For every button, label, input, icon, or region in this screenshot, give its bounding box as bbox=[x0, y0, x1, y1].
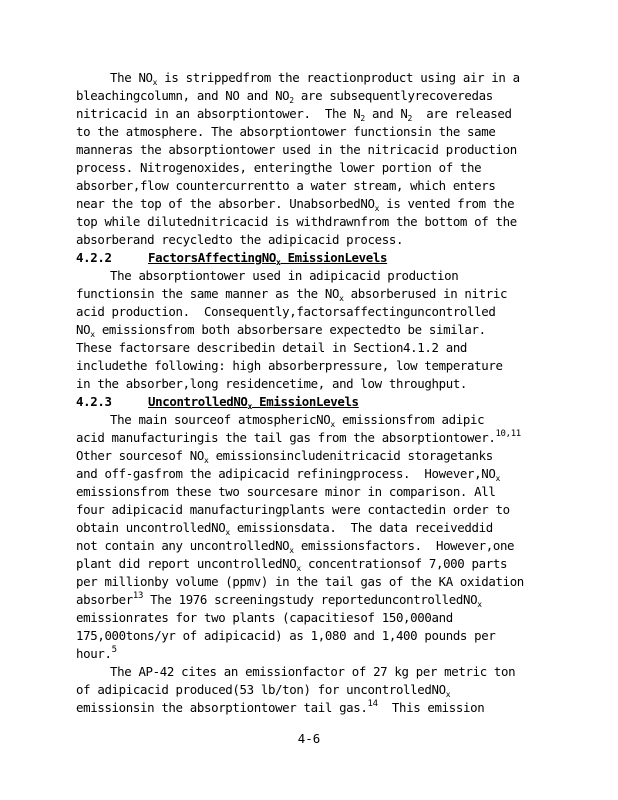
paragraph-line: emissionsin the absorptiontower tail gas.$^{14}$ This emission bbox=[76, 699, 485, 715]
paragraph-line: and off-gasfrom the adipicacid refiningprocess. $However,NO_x$ bbox=[76, 466, 500, 483]
paragraph-line: four adipicacid manufacturingplants were contactedin order to bbox=[76, 502, 510, 517]
paragraph-line: to the atmosphere. The absorptiontower functionsin the same bbox=[76, 124, 496, 139]
section-heading-4-2-3 bbox=[76, 393, 552, 411]
paragraph-line: The absorptiontower used in adipicacid production bbox=[110, 268, 459, 283]
paragraph-line: bleachingcolumn, and NO and $NO_2$ are subsequentlyrecoveredas bbox=[76, 88, 493, 105]
section-heading-4-2-2 bbox=[76, 249, 552, 267]
paragraph-line: acid manufacturingis the tail gas from the absorptiontower.$^{10,11}$ bbox=[76, 429, 521, 445]
section-title: FactorsAffectingNO$_x$ EmissionLevels bbox=[148, 250, 388, 267]
paragraph-line: absorber$^{13}$ The 1976 screeningstudy reporteduncontrolledNO$_x$ bbox=[76, 591, 482, 609]
paragraph-line: top while dilutednitricacid is withdrawnfrom the bottom of the bbox=[76, 214, 517, 229]
paragraph-line: 175,000tons/yr of adipicacid) as 1,080 and 1,400 pounds per bbox=[76, 628, 496, 643]
paragraph-line: emissionrates for two plants (capacitiesof 150,000and bbox=[76, 610, 453, 625]
paragraph-line: absorber,flow countercurrentto a water stream, which enters bbox=[76, 178, 496, 193]
paragraph-line: The $NO_x$ is strippedfrom the reactionproduct using air in a bbox=[110, 70, 520, 87]
section-number: 4.2.3 bbox=[76, 394, 112, 409]
footnote-ref: 10,11 bbox=[495, 429, 521, 439]
paragraph-line: $NO_x$ emissionsfrom both absorbersare expectedto be similar. bbox=[76, 322, 486, 339]
paragraph-line: These factorsare describedin detail in Section4.1.2 and bbox=[76, 340, 468, 355]
paragraph-line: The main sourceof atmosphericNO$_x$ emissionsfrom adipic bbox=[110, 412, 485, 429]
paragraph-line: functionsin the same manner as the $NO_x$ absorberused in nitric bbox=[76, 286, 508, 303]
paragraph-line: includethe following: high absorberpressure, low temperature bbox=[76, 358, 503, 373]
footnote-ref: 13 bbox=[132, 591, 144, 601]
paragraph-line: in the absorber,long residencetime, and low throughput. bbox=[76, 376, 468, 391]
paragraph-line: of adipicacid produced(53 lb/ton) for uncontrolledNO$_x$ bbox=[76, 682, 451, 699]
paragraph-line: Other sourcesof $NO_x$ emissionsincludenitricacid storagetanks bbox=[76, 448, 493, 465]
section-title: UncontrolledNO$_x$ EmissionLevels bbox=[148, 394, 359, 411]
paragraph-line: not contain any uncontrolledNO$_x$ emissionsfactors. However,one bbox=[76, 538, 515, 555]
paragraph-line: plant did report uncontrolledNO$_x$ concentrationsof 7,000 parts bbox=[76, 556, 508, 573]
paragraph-line: hour.$^5$ bbox=[76, 645, 117, 661]
page-number: 4-6 bbox=[297, 731, 321, 746]
paragraph-line: acid production. Consequently,factorsaffectinguncontrolled bbox=[76, 304, 496, 319]
paragraph-line: absorberand recycledto the adipicacid process. bbox=[76, 232, 404, 247]
footnote-ref: 5 bbox=[111, 645, 117, 655]
paragraph-line: process. Nitrogenoxides, enteringthe lower portion of the bbox=[76, 160, 482, 175]
footnote-ref: 14 bbox=[367, 699, 378, 709]
paragraph-line: near the top of the absorber. UnabsorbedNO$_x$ is vented from the bbox=[76, 196, 515, 213]
paragraph-line: emissionsfrom these two sourcesare minor in comparison. All bbox=[76, 484, 496, 499]
paragraph-line: per millionby volume (ppmv) in the tail gas of the KA oxidation bbox=[76, 574, 524, 589]
paragraph-line: The AP-42 cites an emissionfactor of 27 kg per metric ton bbox=[110, 664, 516, 679]
section-number: 4.2.2 bbox=[76, 250, 112, 265]
paragraph-line: manneras the absorptiontower used in the nitricacid production bbox=[76, 142, 517, 157]
paragraph-line: obtain uncontrolledNO$_x$ emissionsdata. The data receiveddid bbox=[76, 520, 493, 537]
paragraph-line: nitricacid in an absorptiontower. The $N_2$ and $N_2$ are released bbox=[76, 106, 512, 123]
